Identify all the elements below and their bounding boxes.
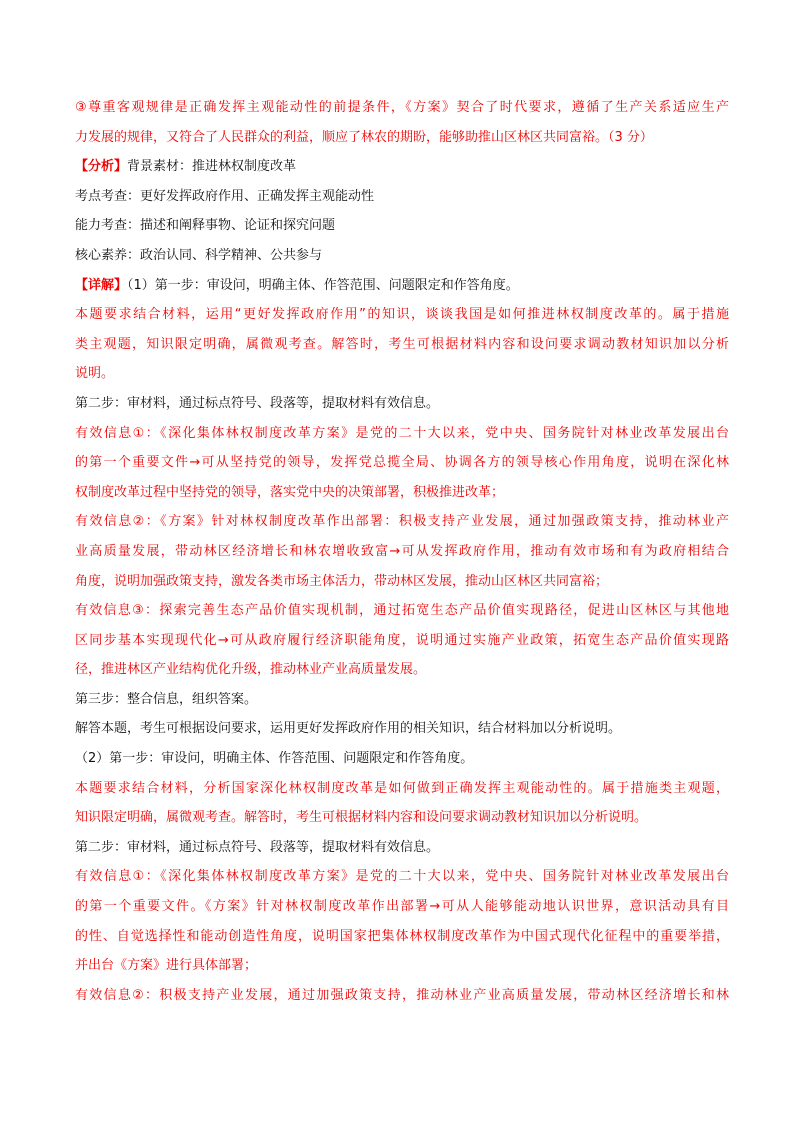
ability-line: 能力考查：描述和阐释事物、论证和探究问题 [75, 218, 336, 234]
paragraph-line: 本题要求结合材料，运用“更好发挥政府作用”的知识，谈谈我国是如何推进林权制度改革的。属于措施 [75, 307, 729, 323]
info-2-line: 有效信息②：积极支持产业发展，通过加强政策支持，推动林业产业高质量发展，带动林区经济增长和林 [75, 987, 729, 1003]
detail-line [75, 271, 729, 301]
info-1-line: 并出台《方案》进行具体部署； [75, 958, 258, 974]
info-1-line: 权制度改革过程中坚持党的领导，落实党中央的决策部署，积极推进改革； [75, 484, 505, 500]
part-2-step-one-line: （2）第一步：审设问，明确主体、作答范围、问题限定和作答角度。 [75, 751, 474, 767]
document-page [75, 93, 729, 1010]
answer-line-1: ③尊重客观规律是正确发挥主观能动性的前提条件，《方案》契合了时代要求，遵循了生产关系适应生产 [75, 100, 729, 115]
detail-heading: 【详解】 [75, 277, 128, 293]
paragraph-line: 类主观题，知识限定明确，属微观考查。解答时，考生可根据材料内容和设问要求调动教材知识加以分析 [75, 336, 729, 352]
paragraph-line: 说明。 [75, 366, 115, 382]
info-2-line: 有效信息②：《方案》针对林权制度改革作出部署：积极支持产业发展，通过加强政策支持，推动林业产 [75, 514, 729, 530]
paragraph-line: 知识限定明确，属微观考查。解答时，考生可根据材料内容和设问要求调动教材知识加以分析说明。 [75, 810, 648, 826]
info-1-line: 有效信息①：《深化集体林权制度改革方案》是党的二十大以来，党中央、国务院针对林业改革发展出台 [75, 869, 729, 885]
step-three-line: 第三步：整合信息，组织答案。 [75, 691, 258, 707]
info-1-line: 的第一个重要文件。《方案》针对林权制度改革作出部署→可从人能够能动地认识世界，意识活动具有目 [75, 899, 729, 915]
info-3-line: 有效信息③：探索完善生态产品价值实现机制，通过拓宽生态产品价值实现路径，促进山区林区与其他地 [75, 603, 729, 619]
step-two-line: 第二步：审材料，通过标点符号、段落等，提取材料有效信息。 [75, 839, 440, 855]
paragraph-line: 本题要求结合材料，分析国家深化林权制度改革是如何做到正确发挥主观能动性的。属于措施类主观题， [75, 780, 729, 796]
core-literacy-line: 核心素养：政治认同、科学精神、公共参与 [75, 247, 323, 263]
info-2-line: 业高质量发展，带动林区经济增长和林农增收致富→可从发挥政府作用，推动有效市场和有为政府相结合 [75, 543, 729, 559]
analysis-background: 背景素材：推进林权制度改革 [127, 159, 297, 175]
analysis-line [75, 152, 729, 182]
step-two-line: 第二步：审材料，通过标点符号、段落等，提取材料有效信息。 [75, 395, 440, 411]
analysis-heading: 【分析】 [75, 159, 128, 175]
info-1-line: 有效信息①：《深化集体林权制度改革方案》是党的二十大以来，党中央、国务院针对林业改革发展出台 [75, 425, 729, 441]
info-1-line: 的第一个重要文件→可从坚持党的领导，发挥党总揽全局、协调各方的领导核心作用角度，说明在深化林 [75, 455, 729, 471]
exam-point-line: 考点考查：更好发挥政府作用、正确发挥主观能动性 [75, 188, 375, 204]
detail-step-one: （1）第一步：审设问，明确主体、作答范围、问题限定和作答角度。 [127, 277, 519, 293]
info-1-line: 的性、自觉选择性和能动创造性角度，说明国家把集体林权制度改革作为中国式现代化征程中的重要举措， [75, 928, 729, 944]
info-3-line: 区同步基本实现现代化→可从政府履行经济职能角度，说明通过实施产业政策，拓宽生态产品价值实现路 [75, 632, 729, 648]
answer-line-2: 力发展的规律，又符合了人民群众的利益，顺应了林农的期盼，能够助推山区林区共同富裕。（3 分） [75, 129, 653, 145]
info-2-line: 角度，说明加强政策支持，激发各类市场主体活力，带动林区发展，推动山区林区共同富裕； [75, 573, 609, 589]
info-3-line: 径，推进林区产业结构优化升级，推动林业产业高质量发展。 [75, 662, 427, 678]
answer-guidance-line: 解答本题，考生可根据设问要求，运用更好发挥政府作用的相关知识，结合材料加以分析说明。 [75, 721, 622, 737]
